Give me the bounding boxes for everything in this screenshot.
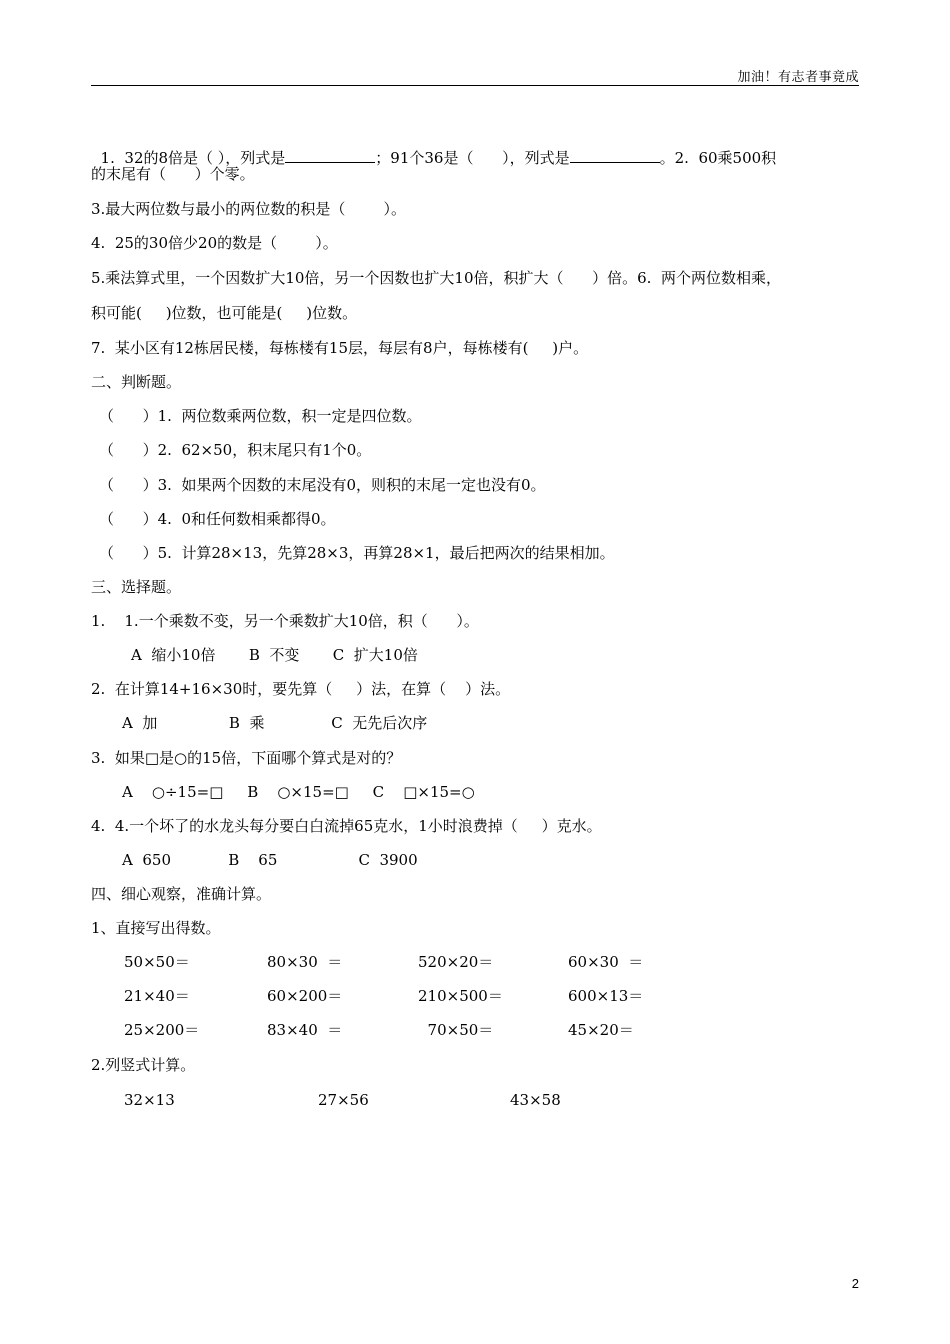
calc-item: 70×50＝ <box>418 1021 494 1039</box>
judgment-item-4: （ ）4. 0和任何数相乘都得0。 <box>99 510 336 528</box>
judgment-item-3: （ ）3. 如果两个因数的末尾没有0，则积的末尾一定也没有0。 <box>99 476 546 494</box>
judgment-item-5: （ ）5. 计算28×13，先算28×3，再算28×1，最后把两次的结果相加。 <box>99 544 615 562</box>
section-4-title: 四、细心观察，准确计算。 <box>91 885 272 903</box>
calc-item: 83×40 ＝ <box>267 1021 343 1039</box>
vertical-calc-item: 32×13 <box>124 1091 175 1109</box>
answer-blank-2[interactable] <box>570 148 660 163</box>
section-3-title: 三、选择题。 <box>91 578 182 596</box>
section-4-sub-1: 1、直接写出得数。 <box>91 919 221 937</box>
choice-question-3: 3. 如果□是○的15倍，下面哪个算式是对的？ <box>91 749 402 767</box>
header-rule <box>91 85 859 86</box>
vertical-calc-item: 43×58 <box>510 1091 561 1109</box>
question-3: 3.最大两位数与最小的两位数的积是（ ）。 <box>91 200 406 218</box>
calc-item: 520×20＝ <box>418 953 494 971</box>
choice-options-2: A 加 B 乘 C 无先后次序 <box>122 714 428 732</box>
calc-item: 25×200＝ <box>124 1021 200 1039</box>
choice-options-3: A ○÷15=□ B ○×15=□ C □×15=○ <box>122 783 475 801</box>
page-number: 2 <box>851 1276 859 1291</box>
answer-blank-1[interactable] <box>285 148 375 163</box>
question-1-line <box>91 128 776 168</box>
header-title: 加油！有志者事竟成 <box>737 70 859 85</box>
vertical-calc-item: 27×56 <box>318 1091 369 1109</box>
calc-item: 210×500＝ <box>418 987 503 1005</box>
judgment-item-1: （ ）1. 两位数乘两位数，积一定是四位数。 <box>99 407 422 425</box>
choice-options-4: A 650 B 65 C 3900 <box>122 851 418 869</box>
choice-question-1: 1. 1.一个乘数不变，另一个乘数扩大10倍，积（ ）。 <box>91 612 479 630</box>
section-2-title: 二、判断题。 <box>91 373 182 391</box>
choice-options-1: A 缩小10倍 B 不变 C 扩大10倍 <box>131 646 418 664</box>
calc-item: 60×30 ＝ <box>568 953 644 971</box>
judgment-item-2: （ ）2. 62×50，积末尾只有1个0。 <box>99 441 372 459</box>
question-7: 7. 某小区有12栋居民楼，每栋楼有15层，每层有8户，每栋楼有( )户。 <box>91 339 589 357</box>
calc-item: 80×30 ＝ <box>267 953 343 971</box>
calc-item: 60×200＝ <box>267 987 343 1005</box>
question-5: 5.乘法算式里，一个因数扩大10倍，另一个因数也扩大10倍，积扩大（ ）倍。6. 两个两位数相乘， <box>91 269 781 287</box>
choice-question-2: 2. 在计算14+16×30时，要先算（ ）法，在算（ ）法。 <box>91 680 511 698</box>
question-1-part-a: 1. 32的8倍是（ ），列式是 <box>100 149 286 167</box>
question-4: 4. 25的30倍少20的数是（ ）。 <box>91 234 338 252</box>
section-4-sub-2: 2.列竖式计算。 <box>91 1056 196 1074</box>
calc-item: 50×50＝ <box>124 953 190 971</box>
question-1-part-c: 。2. 60乘500积 <box>659 149 777 167</box>
question-1-part-b: ；91个36是（ ），列式是 <box>375 149 570 167</box>
calc-item: 600×13＝ <box>568 987 644 1005</box>
choice-question-4: 4. 4.一个坏了的水龙头每分要白白流掉65克水，1小时浪费掉（ ）克水。 <box>91 817 602 835</box>
question-6: 积可能( )位数，也可能是( )位数。 <box>91 304 358 322</box>
calc-item: 21×40＝ <box>124 987 190 1005</box>
question-2: 的末尾有（ ）个零。 <box>91 165 255 183</box>
calc-item: 45×20＝ <box>568 1021 634 1039</box>
